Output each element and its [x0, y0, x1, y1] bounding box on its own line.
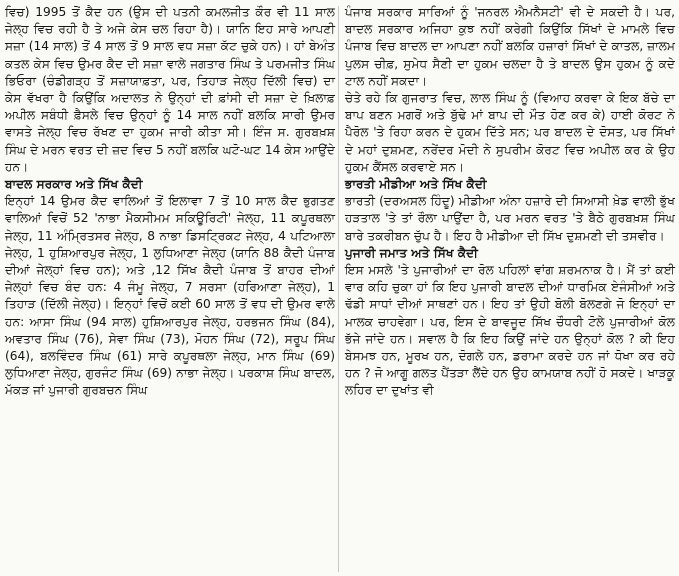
left-paragraph-2: ਇਨ੍ਹਾਂ 14 ਉਮਰ ਕੈਦ ਵਾਲਿਆਂ ਤੋਂ ਇਲਾਵਾ 7 ਤੋਂ 10 ਸਾਲ ਕੈਦ ਭੁਗਤਣ ਵਾਲਿਆਂ ਵਿਚੋਂ 52 'ਨਾਭਾ ਮੈਕਸੀਮਮ ਸਕਿਊਰਿਟੀ' ਜੇਲ੍ਹ, 11 ਕਪੂਰਥਲਾ ਜੇਲ੍ਹ, 11 ਅੰਮ੍ਰਿਤਸਰ ਜੇਲ੍ਹ, 8 ਨਾਭਾ ਡਿਸਟ੍ਰਿਕਟ ਜੇਲ੍ਹ, 4 ਪਟਿਆਲਾ ਜੇਲ੍ਹ, 1 ਹੁਸ਼ਿਆਰਪੁਰ ਜੇਲ੍ਹ, 1 ਲੁਧਿਆਣਾ ਜੇਲ੍ਹ (ਯਾਨਿ 88 ਕੈਦੀ ਪੰਜਾਬ ਦੀਆਂ ਜੇਲ੍ਹਾਂ ਵਿਚ ਹਨ); ਅਤੇ ,12 ਸਿੱਖ ਕੈਦੀ ਪੰਜਾਬ ਤੋਂ ਬਾਹਰ ਦੀਆਂ ਜੇਲ੍ਹਾਂ ਵਿਚ ਬੰਦ ਹਨ: 4 ਜੰਮੂ ਜੇਲ੍ਹ, 7 ਸਰਸਾ (ਹਰਿਆਣਾ ਜੇਲ੍ਹ), 1 ਤਿਹਾੜ (ਦਿੱਲੀ ਜੇਲ੍ਹ)। ਇਨ੍ਹਾਂ ਵਿਚੋਂ ਕਈ 60 ਸਾਲ ਤੋਂ ਵਧ ਦੀ ਉਮਰ ਵਾਲੇ ਹਨ: ਆਸਾ ਸਿੰਘ (94 ਸਾਲ) ਹੁਸ਼ਿਆਰਪੁਰ ਜੇਲ੍ਹ, ਹਰਭਜਨ ਸਿੰਘ (84), ਅਵਤਾਰ ਸਿੰਘ (76), ਸੇਵਾ ਸਿੰਘ (73), ਮੋਹਨ ਸਿੰਘ (72), ਸਰੂਪ ਸਿੰਘ (64), ਬਲਵਿੰਦਰ ਸਿੰਘ (61) ਸਾਰੇ ਕਪੂਰਥਲਾ ਜੇਲ੍ਹ, ਮਾਨ ਸਿੰਘ (69) ਲੁਧਿਆਣਾ ਜੇਲ੍ਹ, ਗੁਰਜੰਟ ਸਿੰਘ (69) ਨਾਭਾ ਜੇਲ੍ਹ। ਪਰਕਾਸ਼ ਸਿੰਘ ਬਾਦਲ, ਮੱਕੜ ਜਾਂ ਪੁਜਾਰੀ ਗੁਰਬਚਨ ਸਿੰਘ: [5, 194, 335, 398]
left-subheading-badal-government: ਬਾਦਲ ਸਰਕਾਰ ਅਤੇ ਸਿੱਖ ਕੈਦੀ: [5, 177, 143, 192]
column-divider: [338, 6, 339, 572]
left-paragraph-1: ਵਿਚ) 1995 ਤੋਂ ਕੈਦ ਹਨ (ਉਸ ਦੀ ਪਤਨੀ ਕਮਲਜੀਤ ਕੌਰ ਵੀ 11 ਸਾਲ ਜੇਲ੍ਹ ਵਿਚ ਰਹੀ ਹੈ ਤੇ ਅਜੇ ਕੇਸ ਚਲ ਰਿਹਾ ਹੈ)। ਯਾਨਿ ਇਹ ਸਾਰੇ ਆਪਣੀ ਸਜ਼ਾ (14 ਸਾਲ) ਤੋਂ 4 ਸਾਲ ਤੋਂ 9 ਸਾਲ ਵਧ ਸਜ਼ਾ ਕੱਟ ਚੁਕੇ ਹਨ)। ਹਾਂ ਬੇਅੰਤ ਕਤਲ ਕੇਸ ਵਿਚ ਉਮਰ ਕੈਦ ਦੀ ਸਜ਼ਾ ਵਾਲੇ ਜਗਤਾਰ ਸਿੰਘ ਤੇ ਪਰਮਜੀਤ ਸਿੰਘ ਭਿਓਰਾ (ਚੰਡੀਗੜ੍ਹ ਤੋਂ ਸਜ਼ਾਯਾਫ਼ਤਾ, ਪਰ, ਤਿਹਾੜ ਜੇਲ੍ਹ ਦਿੱਲੀ ਵਿਚ) ਦਾ ਕੇਸ ਵੱਖਰਾ ਹੈ ਕਿਉਂਕਿ ਅਦਾਲਤ ਨੇ ਉਨ੍ਹਾਂ ਦੀ ਫ਼ਾਂਸੀ ਦੀ ਸਜ਼ਾ ਦੇ ਖ਼ਿਲਾਫ਼ ਅਪੀਲ ਸਬੰਧੀ ਫ਼ੈਸਲੇ ਵਿਚ ਉਨ੍ਹਾਂ ਨੂੰ 14 ਸਾਲ ਨਹੀਂ ਬਲਕਿ ਸਾਰੀ ਉਮਰ ਵਾਸਤੇ ਜੇਲ੍ਹ ਵਿਚ ਰੱਖਣ ਦਾ ਹੁਕਮ ਜਾਰੀ ਕੀਤਾ ਸੀ। ਇੰਜ ਸ. ਗੁਰਬਖ਼ਸ਼ ਸਿੰਘ ਦੇ ਮਰਨ ਵਰਤ ਦੀ ਜ਼ਦ ਵਿਚ 5 ਨਹੀਂ ਬਲਕਿ ਘਟੋ-ਘਟ 14 ਕੇਸ ਆਉਂਦੇ ਹਨ।: [5, 5, 335, 174]
right-paragraph-1: ਪੰਜਾਬ ਸਰਕਾਰ ਸਾਰਿਆਂ ਨੂੰ 'ਜਨਰਲ ਐਮਨੈਸਟੀ' ਵੀ ਦੇ ਸਕਦੀ ਹੈ। ਪਰ, ਬਾਦਲ ਸਰਕਾਰ ਅਜਿਹਾ ਕੁਝ ਨਹੀਂ ਕਰੇਗੀ ਕਿਉਂਕਿ ਸਿੱਖਾਂ ਦੇ ਮਾਮਲੇ ਵਿਚ ਪੰਜਾਬ ਵਿਚ ਬਾਦਲ ਦਾ ਆਪਣਾ ਨਹੀਂ ਬਲਕਿ ਹਜ਼ਾਰਾਂ ਸਿੱਖਾਂ ਦੇ ਕਾਤਲ, ਜ਼ਾਲਮ ਪੁਲਸ ਚੀਫ਼, ਸੁਮੇਧ ਸੈਣੀ ਦਾ ਹੁਕਮ ਚਲਦਾ ਹੈ ਤੇ ਬਾਦਲ ਉਸ ਹੁਕਮ ਨੂੰ ਕਦੇ ਟਾਲ ਨਹੀਂ ਸਕਦਾ।: [345, 5, 675, 88]
left-column: [5, 4, 335, 400]
right-paragraph-2: ਚੇਤੇ ਰਹੇ ਕਿ ਗੁਜਰਾਤ ਵਿਚ, ਲਾਲ ਸਿੰਘ ਨੂੰ (ਵਿਆਹ ਕਰਵਾ ਕੇ ਇਕ ਬੱਚੇ ਦਾ ਬਾਪ ਬਣਨ ਮਗਰੋਂ ਅਤੇ ਬੁੱਢੇ ਮਾਂ ਬਾਪ ਦੀ ਮੌਤ ਹੋਣ ਕਰ ਕੇ) ਹਾਈ ਕੋਰਟ ਨੇ ਪੈਰੋਲ 'ਤੇ ਰਿਹਾ ਕਰਨ ਦੇ ਹੁਕਮ ਦਿੱਤੇ ਸਨ; ਪਰ ਬਾਦਲ ਦੇ ਦੋਸਤ, ਪਰ ਸਿੱਖਾਂ ਦੇ ਮਹਾਂ ਦੁਸ਼ਮਣ, ਨਰੇਂਦਰ ਮੋਦੀ ਨੇ ਸੁਪਰੀਮ ਕੋਰਟ ਵਿਚ ਅਪੀਲ ਕਰ ਕੇ ਉਹ ਹੁਕਮ ਕੈਂਸਲ ਕਰਵਾਏ ਸਨ।: [345, 91, 675, 174]
right-subheading-priest-class: ਪੁਜਾਰੀ ਜਮਾਤ ਅਤੇ ਸਿੱਖ ਕੈਦੀ: [345, 245, 478, 260]
right-subheading-indian-media: ਭਾਰਤੀ ਮੀਡੀਆ ਅਤੇ ਸਿੱਖ ਕੈਦੀ: [345, 177, 487, 192]
right-column: [345, 4, 675, 400]
right-paragraph-3: ਭਾਰਤੀ (ਦਰਅਸਲ ਹਿੰਦੂ) ਮੀਡੀਆ ਅੰਨਾ ਹਜ਼ਾਰੇ ਦੀ ਸਿਆਸੀ ਖ਼ੇਡ ਵਾਲੀ ਭੁੱਖ ਹੜਤਾਲ 'ਤੇ ਤਾਂ ਰੌਲਾ ਪਾਉਂਦਾ ਹੈ, ਪਰ ਮਰਨ ਵਰਤ 'ਤੇ ਬੈਠੇ ਗੁਰਬਖ਼ਸ਼ ਸਿੰਘ ਬਾਰੇ ਤਕਰੀਬਨ ਚੁੱਪ ਹੈ। ਇਹ ਹੈ ਮੀਡੀਆ ਦੀ ਸਿੱਖ ਦੁਸ਼ਮਣੀ ਦੀ ਤਸਵੀਰ।: [345, 194, 675, 243]
right-paragraph-4: ਇਸ ਮਸਲੇ 'ਤੇ ਪੁਜਾਰੀਆਂ ਦਾ ਰੋਲ ਪਹਿਲਾਂ ਵਾਂਗ ਸ਼ਰਮਨਾਕ ਹੈ। ਮੈਂ ਤਾਂ ਕਈ ਵਾਰ ਕਹਿ ਚੁਕਾ ਹਾਂ ਕਿ ਇਹ ਪੁਜਾਰੀ ਬਾਦਲ ਦੀਆਂ ਧਾਰਮਿਕ ਏਜੰਸੀਆਂ ਅਤੇ ਢੱਡੀ ਸਾਧਾਂ ਦੀਆਂ ਸਾਥਣਾਂ ਹਨ। ਇਹ ਤਾਂ ਉਹੀ ਬੋਲੀ ਬੋਲਣਗੇ ਜੋ ਇਨ੍ਹਾਂ ਦਾ ਮਾਲਕ ਚਾਹਵੇਗਾ। ਪਰ, ਇਸ ਦੇ ਬਾਵਜੂਦ ਸਿੱਖ ਚੌਧਰੀ ਟੋਲੇ ਪੁਜਾਰੀਆਂ ਕੋਲ ਭੱਜੇ ਜਾਂਦੇ ਹਨ। ਸਵਾਲ ਹੈ ਕਿ ਇਹ ਕਿਉਂ ਜਾਂਦੇ ਹਨ ਉਨ੍ਹਾਂ ਕੋਲ ? ਕੀ ਇਹ ਬੇਸਮਝ ਹਨ, ਮੂਰਖ ਹਨ, ਦੋਗਲੇ ਹਨ, ਡਰਾਮਾ ਕਰਦੇ ਹਨ ਜਾਂ ਧੋਖਾ ਕਰ ਰਹੇ ਹਨ ? ਜੋ ਆਗੂ ਗਲਤ ਪੈਂਤੜਾ ਲੈਂਦੇ ਹਨ ਉਹ ਕਾਮਯਾਬ ਨਹੀਂ ਹੋ ਸਕਦੇ। ਖਾੜਕੂ ਲਹਿਰ ਦਾ ਦੁਖਾਂਤ ਵੀ: [345, 263, 675, 398]
